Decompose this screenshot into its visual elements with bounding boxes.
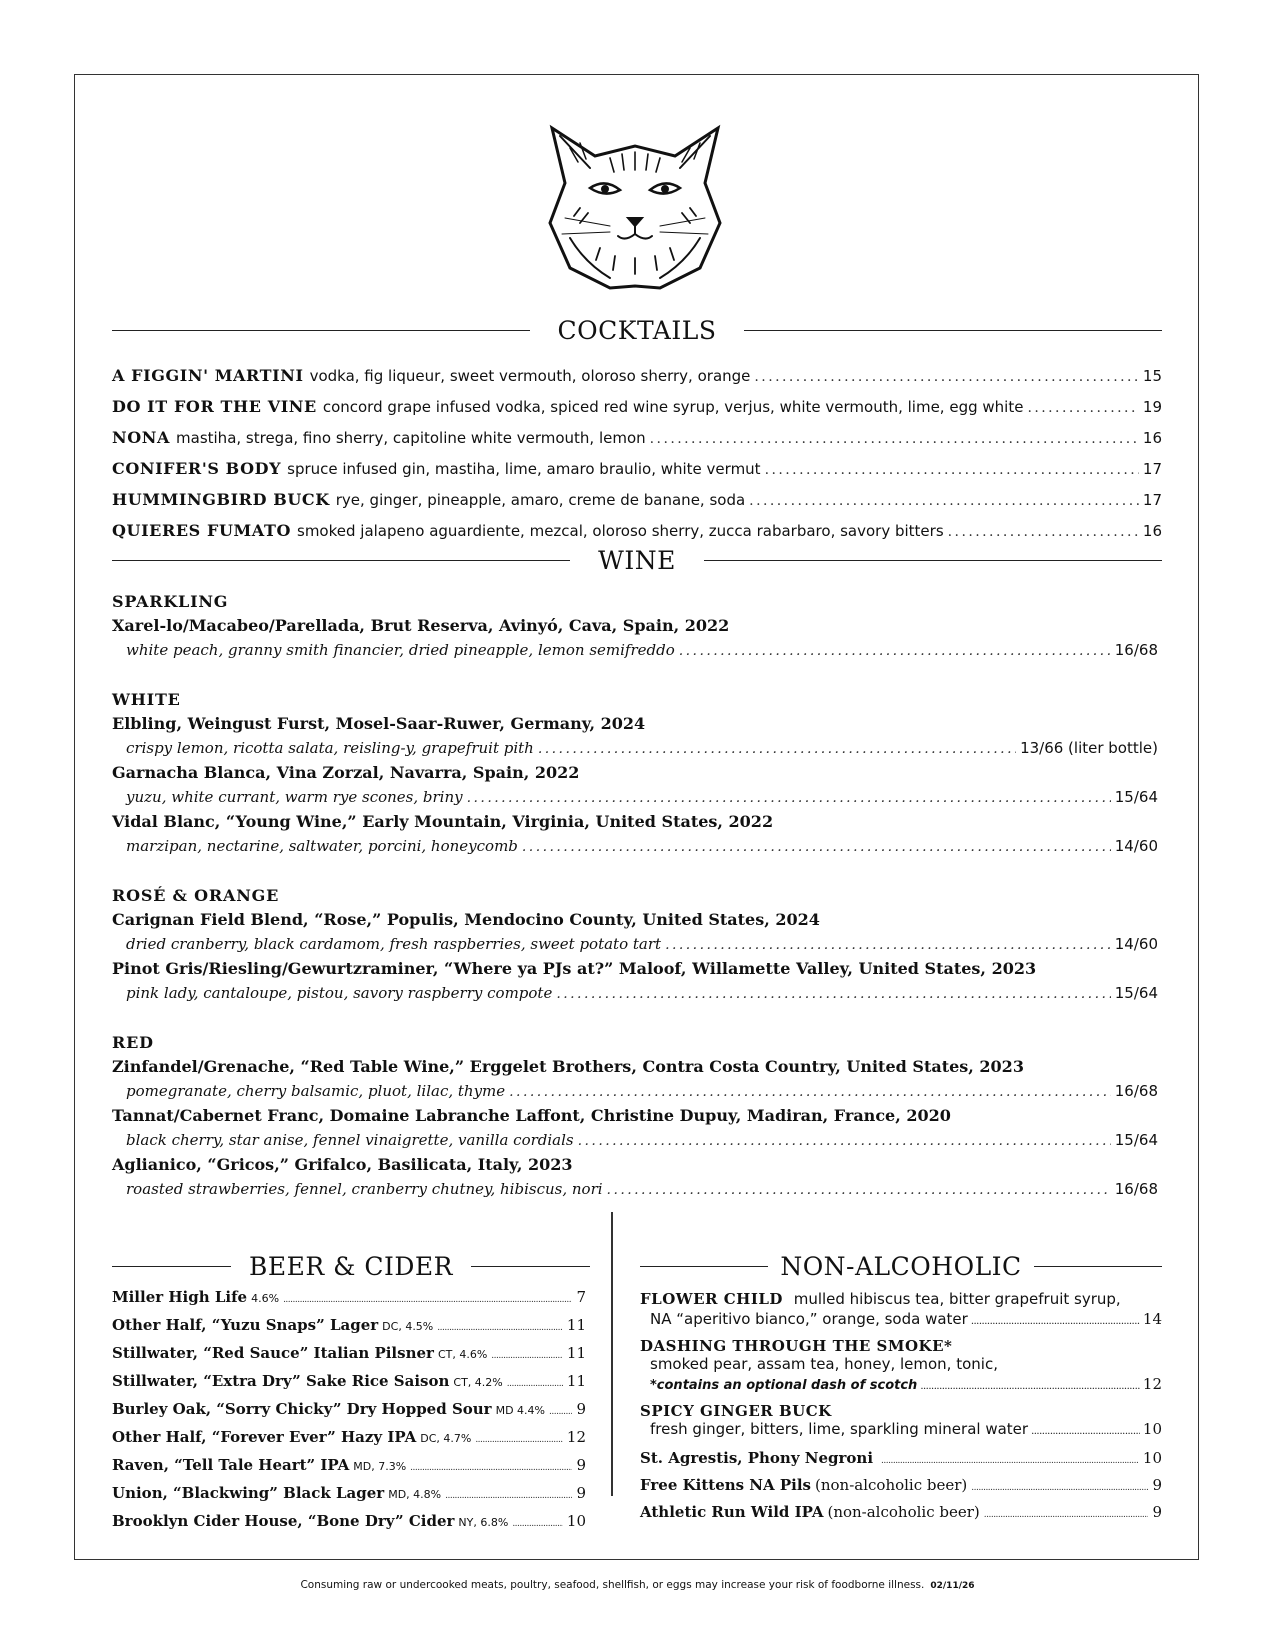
wine-category: SPARKLING	[112, 592, 229, 611]
wine-notes: dried cranberry, black cardamom, fresh raspberries, sweet potato tart	[126, 935, 662, 953]
beer-price: 9	[576, 1400, 586, 1418]
dot-leader	[754, 366, 1139, 385]
na-item-desc: mulled hibiscus tea, bitter grapefruit syrup,	[793, 1290, 1121, 1308]
beer-name: Stillwater, “Extra Dry” Sake Rice Saison	[112, 1372, 450, 1390]
dot-leader	[665, 935, 1111, 953]
na-item-name: St. Agrestis, Phony Negroni	[640, 1449, 874, 1467]
header-rule-right	[704, 560, 1162, 561]
cocktail-price: 17	[1142, 491, 1162, 509]
na-item-name: FLOWER CHILD	[640, 1290, 783, 1308]
dot-leader	[509, 1082, 1111, 1100]
column-divider	[611, 1212, 613, 1496]
na-item-dashing-row2	[640, 1355, 1162, 1375]
beer-name: Brooklyn Cider House, “Bone Dry” Cider	[112, 1512, 455, 1530]
na-item-price: 10	[1142, 1420, 1162, 1438]
wine-price: 15/64	[1114, 1131, 1158, 1149]
beer-price: 10	[566, 1512, 586, 1530]
beer-price: 11	[566, 1316, 586, 1334]
na-item-name: Athletic Run Wild IPA	[640, 1503, 824, 1521]
beer-detail: MD 4.4%	[495, 1404, 545, 1417]
beer-detail: MD, 7.3%	[353, 1460, 407, 1473]
dot-leader	[971, 1310, 1140, 1328]
header-rule-left	[112, 1266, 231, 1267]
cocktail-name: QUIERES FUMATO	[112, 521, 291, 540]
beer-price: 9	[576, 1456, 586, 1474]
na-list	[640, 1290, 1162, 1530]
footer-disclaimer	[0, 1579, 1275, 1591]
beer-detail: 4.6%	[251, 1292, 280, 1305]
dot-leader	[549, 1400, 572, 1418]
wine-notes-row	[112, 1082, 1158, 1106]
na-title: NON-ALCOHOLIC	[780, 1252, 1022, 1281]
beer-detail: NY, 6.8%	[458, 1516, 509, 1529]
wine-notes-row	[112, 1180, 1158, 1204]
beer-item	[112, 1400, 586, 1428]
wine-notes-row	[112, 984, 1158, 1008]
beer-title: BEER & CIDER	[249, 1252, 453, 1281]
cocktail-ingredients: vodka, fig liqueur, sweet vermouth, oloroso sherry, orange	[309, 367, 751, 385]
header-rule-right	[744, 330, 1162, 331]
wine-price: 15/64	[1114, 984, 1158, 1002]
wine-name: Vidal Blanc, “Young Wine,” Early Mountain, Virginia, United States, 2022	[112, 812, 774, 831]
cocktail-name: A FIGGIN' MARTINI	[112, 366, 304, 385]
wine-name: Zinfandel/Grenache, “Red Table Wine,” Erggelet Brothers, Contra Costa Country, United States, 2023	[112, 1057, 1024, 1076]
header-rule-left	[112, 560, 570, 561]
category-spacer	[112, 861, 1162, 884]
dot-leader	[475, 1428, 563, 1446]
cocktail-name: DO IT FOR THE VINE	[112, 397, 317, 416]
na-item-flower-child-row2	[640, 1310, 1162, 1331]
dot-leader	[765, 459, 1139, 478]
wine-notes: pomegranate, cherry balsamic, pluot, lilac, thyme	[126, 1082, 506, 1100]
na-item-name: SPICY GINGER BUCK	[640, 1402, 832, 1420]
beer-item	[112, 1484, 586, 1512]
na-item-price: 12	[1142, 1375, 1162, 1393]
dot-leader	[749, 490, 1139, 509]
beer-price: 9	[576, 1484, 586, 1502]
wine-price: 14/60	[1114, 935, 1158, 953]
cocktail-price: 16	[1142, 522, 1162, 540]
beer-item	[112, 1512, 586, 1540]
cocktail-name: CONIFER'S BODY	[112, 459, 282, 478]
cocktail-name: HUMMINGBIRD BUCK	[112, 490, 330, 509]
beer-price: 11	[566, 1344, 586, 1362]
dot-leader	[538, 739, 1016, 757]
na-item-price: 9	[1152, 1503, 1162, 1521]
beer-price: 12	[566, 1428, 586, 1446]
category-spacer	[112, 665, 1162, 688]
na-item-price: 10	[1142, 1449, 1162, 1467]
dot-leader	[437, 1316, 563, 1334]
na-simple-item	[640, 1503, 1162, 1530]
dot-leader	[578, 1131, 1111, 1149]
wine-list	[112, 590, 1162, 1204]
beer-name: Other Half, “Forever Ever” Hazy IPA	[112, 1428, 417, 1446]
dot-leader	[283, 1288, 572, 1306]
header-rule-right	[1034, 1266, 1162, 1267]
dot-leader	[650, 428, 1139, 447]
dot-leader	[920, 1375, 1140, 1393]
dot-leader	[512, 1512, 563, 1530]
na-item-name: Free Kittens NA Pils	[640, 1476, 811, 1494]
dot-leader	[522, 837, 1111, 855]
wine-notes: marzipan, nectarine, saltwater, porcini, honeycomb	[126, 837, 518, 855]
cocktail-item	[112, 428, 1162, 459]
cocktail-ingredients: rye, ginger, pineapple, amaro, creme de banane, soda	[335, 491, 746, 509]
beer-detail: CT, 4.2%	[453, 1376, 503, 1389]
cat-illustration-icon	[540, 118, 730, 293]
wine-notes: crispy lemon, ricotta salata, reisling-y, grapefruit pith	[126, 739, 534, 757]
wine-notes-row	[112, 788, 1158, 812]
wine-notes-row	[112, 1131, 1158, 1155]
beer-item	[112, 1344, 586, 1372]
dot-leader	[984, 1503, 1149, 1521]
header-rule-left	[112, 330, 530, 331]
beer-name: Other Half, “Yuzu Snaps” Lager	[112, 1316, 379, 1334]
wine-notes-row	[112, 641, 1158, 665]
na-item-detail: (non-alcoholic beer)	[827, 1503, 980, 1521]
wine-price: 13/66 (liter bottle)	[1020, 739, 1158, 757]
wine-name: Elbling, Weingust Furst, Mosel-Saar-Ruwer, Germany, 2024	[112, 714, 646, 733]
cocktail-ingredients: concord grape infused vodka, spiced red wine syrup, verjus, white vermouth, lime, egg white	[322, 398, 1024, 416]
beer-item	[112, 1288, 586, 1316]
dot-leader	[491, 1344, 563, 1362]
na-simple-item	[640, 1476, 1162, 1503]
na-item-flower-child	[640, 1290, 1162, 1310]
wine-name: Garnacha Blanca, Vina Zorzal, Navarra, Spain, 2022	[112, 763, 580, 782]
beer-name: Raven, “Tell Tale Heart” IPA	[112, 1456, 350, 1474]
na-item-desc: NA “aperitivo bianco,” orange, soda water	[650, 1310, 968, 1328]
wine-notes: black cherry, star anise, fennel vinaigrette, vanilla cordials	[126, 1131, 574, 1149]
beer-item	[112, 1316, 586, 1344]
beer-list	[112, 1288, 586, 1540]
wine-price: 16/68	[1114, 641, 1158, 659]
wine-name: Pinot Gris/Riesling/Gewurtzraminer, “Where ya PJs at?” Maloof, Willamette Valley, United States, 2023	[112, 959, 1037, 978]
na-item-desc: fresh ginger, bitters, lime, sparkling mineral water	[650, 1420, 1029, 1438]
beer-name: Miller High Life	[112, 1288, 248, 1306]
wine-title: WINE	[598, 546, 676, 575]
footer-date: 02/11/26	[930, 1581, 975, 1591]
wine-category: RED	[112, 1033, 154, 1052]
dot-leader	[467, 788, 1111, 806]
cocktail-item	[112, 397, 1162, 428]
na-item-name: DASHING THROUGH THE SMOKE*	[640, 1337, 953, 1355]
na-item-dashing	[640, 1331, 1162, 1355]
cocktail-item	[112, 459, 1162, 490]
beer-name: Stillwater, “Red Sauce” Italian Pilsner	[112, 1344, 434, 1362]
beer-price: 7	[576, 1288, 586, 1306]
wine-notes-row	[112, 739, 1158, 763]
cocktail-price: 19	[1142, 398, 1162, 416]
cocktail-name: NONA	[112, 428, 171, 447]
dot-leader	[971, 1476, 1148, 1494]
cocktails-title: COCKTAILS	[557, 316, 717, 345]
beer-item	[112, 1456, 586, 1484]
header-rule-right	[471, 1266, 590, 1267]
wine-category: ROSÉ & ORANGE	[112, 886, 280, 905]
dot-leader	[1031, 1420, 1140, 1438]
dot-leader	[507, 1372, 563, 1390]
wine-notes: roasted strawberries, fennel, cranberry chutney, hibiscus, nori	[126, 1180, 603, 1198]
header-rule-left	[640, 1266, 768, 1267]
dot-leader	[607, 1180, 1111, 1198]
wine-price: 16/68	[1114, 1180, 1158, 1198]
wine-category: WHITE	[112, 690, 181, 709]
beer-detail: DC, 4.5%	[382, 1320, 434, 1333]
beer-header	[112, 1252, 590, 1281]
cocktail-item	[112, 490, 1162, 521]
na-header	[640, 1252, 1162, 1281]
cocktail-price: 15	[1142, 367, 1162, 385]
cocktail-ingredients: smoked jalapeno aguardiente, mezcal, oloroso sherry, zucca rabarbaro, savory bitters	[297, 522, 944, 540]
wine-name: Xarel-lo/Macabeo/Parellada, Brut Reserva, Avinyó, Cava, Spain, 2022	[112, 616, 730, 635]
wine-name: Carignan Field Blend, “Rose,” Populis, Mendocino County, United States, 2024	[112, 910, 820, 929]
dot-leader	[881, 1449, 1139, 1467]
beer-item	[112, 1372, 586, 1400]
dot-leader	[679, 641, 1111, 659]
beer-name: Burley Oak, “Sorry Chicky” Dry Hopped Sour	[112, 1400, 492, 1418]
dot-leader	[410, 1456, 572, 1474]
wine-notes: pink lady, cantaloupe, pistou, savory raspberry compote	[126, 984, 553, 1002]
wine-price: 14/60	[1114, 837, 1158, 855]
beer-detail: DC, 4.7%	[420, 1432, 472, 1445]
dot-leader	[1027, 397, 1138, 416]
category-spacer	[112, 1008, 1162, 1031]
cocktail-price: 17	[1142, 460, 1162, 478]
beer-price: 11	[566, 1372, 586, 1390]
dot-leader	[445, 1484, 572, 1502]
na-item-price: 14	[1142, 1310, 1162, 1328]
footer-text: Consuming raw or undercooked meats, poultry, seafood, shellfish, or eggs may increase your risk of foodborne illness.	[300, 1579, 925, 1591]
beer-detail: MD, 4.8%	[388, 1488, 442, 1501]
na-item-detail: (non-alcoholic beer)	[815, 1476, 968, 1494]
beer-item	[112, 1428, 586, 1456]
cocktail-ingredients: spruce infused gin, mastiha, lime, amaro braulio, white vermut	[287, 460, 761, 478]
wine-name: Aglianico, “Gricos,” Grifalco, Basilicata, Italy, 2023	[112, 1155, 573, 1174]
na-item-spicy-row2	[640, 1420, 1162, 1441]
wine-header	[112, 546, 1162, 575]
na-simple-item	[640, 1449, 1162, 1476]
wine-name: Tannat/Cabernet Franc, Domaine Labranche Laffont, Christine Dupuy, Madiran, France, 2020	[112, 1106, 951, 1125]
wine-notes-row	[112, 935, 1158, 959]
na-item-spicy	[640, 1396, 1162, 1420]
wine-price: 15/64	[1114, 788, 1158, 806]
beer-name: Union, “Blackwing” Black Lager	[112, 1484, 385, 1502]
wine-notes-row	[112, 837, 1158, 861]
na-item-price: 9	[1152, 1476, 1162, 1494]
cocktail-price: 16	[1142, 429, 1162, 447]
dot-leader	[948, 521, 1139, 540]
cocktails-header	[112, 316, 1162, 345]
dot-leader	[556, 984, 1110, 1002]
wine-notes: white peach, granny smith financier, dried pineapple, lemon semifreddo	[126, 641, 675, 659]
na-simple-list	[640, 1449, 1162, 1530]
beer-detail: CT, 4.6%	[437, 1348, 488, 1361]
na-item-desc: smoked pear, assam tea, honey, lemon, tonic,	[650, 1355, 998, 1373]
wine-notes: yuzu, white currant, warm rye scones, briny	[126, 788, 463, 806]
cocktail-item	[112, 366, 1162, 397]
cocktail-list	[112, 366, 1162, 552]
na-item-note: *contains an optional dash of scotch	[650, 1378, 918, 1393]
wine-price: 16/68	[1114, 1082, 1158, 1100]
cocktail-ingredients: mastiha, strega, fino sherry, capitoline white vermouth, lemon	[176, 429, 646, 447]
na-item-dashing-row3	[640, 1375, 1162, 1396]
